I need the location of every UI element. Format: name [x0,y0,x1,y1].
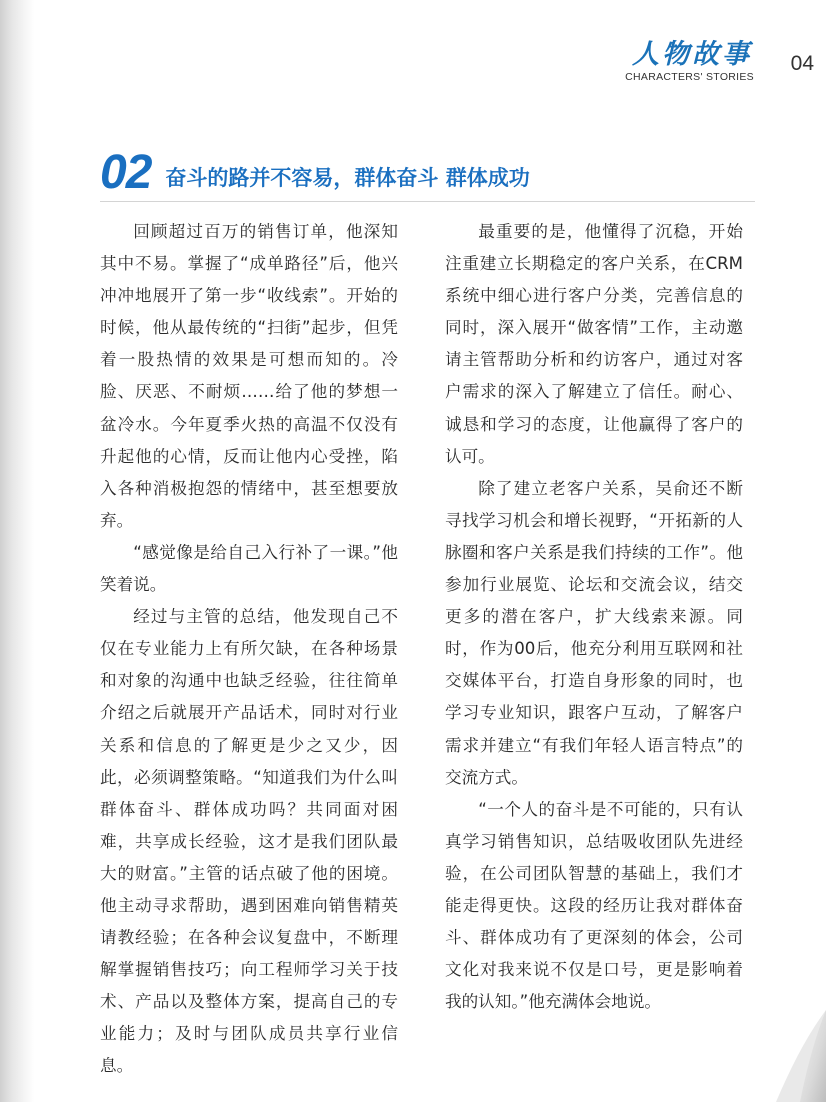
page-number: 04 [790,52,814,75]
heading-divider [100,201,755,202]
section-title: 人物故事 [632,39,752,70]
heading-text: 奋斗的路并不容易，群体奋斗 群体成功 [165,166,530,190]
section-title-english: CHARACTERS' STORIES [625,71,754,83]
paragraph: 回顾超过百万的销售订单，他深知其中不易。掌握了“成单路径”后，他兴冲冲地展开了第一步“收线索”。开始的时候，他从最传统的“扫街”起步，但凭着一股热情的效果是可想而知的。冷脸、厌恶、不耐烦……给了他的梦想一盆冷水。今年夏季火热的高温不仅没有升起他的心情，反而让他内心受挫，陷入各种消极抱怨的情绪中，甚至想要放弃。 [100,222,398,530]
paragraph: 经过与主管的总结，他发现自己不仅在专业能力上有所欠缺，在各种场景和对象的沟通中也缺乏经验，往往简单介绍之后就展开产品话术，同时对行业关系和信息的了解更是少之又少，因此，必须调整策略。“知道我们为什么叫群体奋斗、群体成功吗？共同面对困难，共享成长经验，这才是我们团队最大的财富。”主管的话点破了他的困境。他主动寻求帮助，遇到困难向销售精英请教经验；在各种会议复盘中，不断理解掌握销售技巧；向工程师学习关于技术、产品以及整体方案，提高自己的专业能力；及时与团队成员共享行业信息。 [100,607,398,1076]
paragraph: 除了建立老客户关系，吴俞还不断寻找学习机会和增长视野，“开拓新的人脉圈和客户关系是我们持续的工作”。他参加行业展览、论坛和交流会议，结交更多的潜在客户，扩大线索来源。同时，作为00后，他充分利用互联网和社交媒体平台，打造自身形象的同时，也学习专业知识，跟客户互动，了解客户需求并建立“有我们年轻人语言特点”的交流方式。 [445,478,743,787]
article-heading [100,146,530,199]
page-curl-decoration [736,992,826,1102]
paragraph: “一个人的奋斗是不可能的，只有认真学习销售知识，总结吸收团队先进经验，在公司团队智慧的基础上，我们才能走得更快。这段的经历让我对群体奋斗、群体成功有了更深刻的体会，公司文化对我来说不仅是口号，更是影响着我的认知。”他充满体会地说。 [445,799,743,1012]
heading-number: 02 [100,146,152,199]
running-header [625,40,754,83]
left-column [100,216,398,1083]
paragraph: 最重要的是，他懂得了沉稳，开始注重建立长期稳定的客户关系，在CRM系统中细心进行客户分类，完善信息的同时，深入展开“做客情”工作，主动邀请主管帮助分析和约访客户，通过对客户需求的深入了解建立了信任。耐心、诚恳和学习的态度，让他赢得了客户的认可。 [445,222,743,466]
paragraph: “感觉像是给自己入行补了一课。”他笑着说。 [100,542,398,595]
right-column [445,216,743,1018]
page-spine-shadow [0,0,34,1102]
